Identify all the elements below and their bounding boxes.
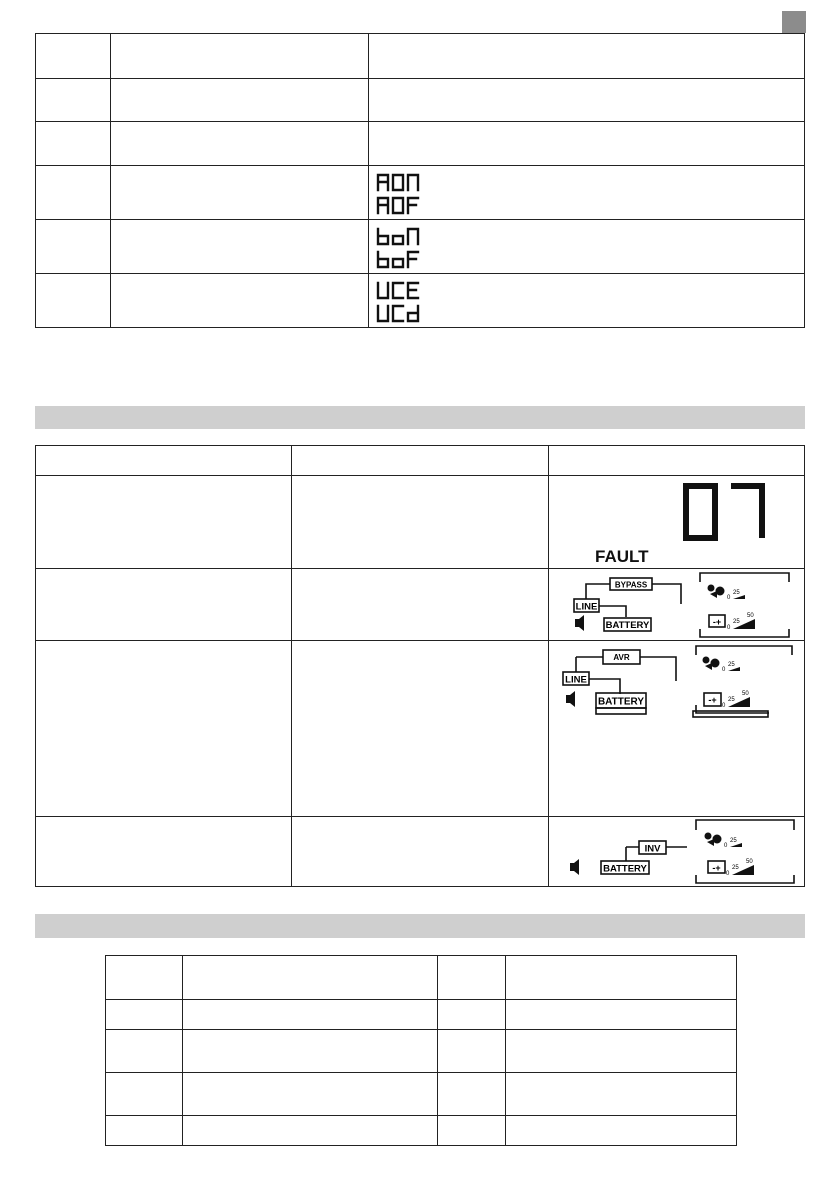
table-row (36, 79, 805, 122)
section-band (35, 406, 805, 429)
svg-text:0: 0 (722, 703, 726, 709)
lcd-code-cell (369, 220, 805, 274)
svg-text:-+: -+ (708, 695, 717, 705)
svg-text:LINE: LINE (575, 601, 598, 613)
section-band (35, 914, 805, 938)
svg-text:LINE: LINE (565, 674, 587, 686)
fault-code-digits (686, 486, 762, 538)
table-row (36, 34, 805, 79)
svg-text:25: 25 (732, 865, 739, 871)
load-icon (703, 657, 720, 671)
table-row (36, 817, 805, 887)
svg-text:0: 0 (727, 595, 731, 601)
battery-icon (708, 861, 725, 873)
lcd-bypass-cell (549, 569, 805, 641)
svg-text:0: 0 (726, 871, 730, 877)
page-corner-tab (782, 11, 806, 33)
svg-text:25: 25 (733, 619, 740, 625)
fault-mode-table (35, 445, 805, 887)
svg-text:BYPASS: BYPASS (614, 580, 648, 590)
svg-text:0: 0 (722, 667, 726, 673)
lcd-avr-display (549, 641, 804, 726)
lcd-code-uce-ucd (375, 278, 435, 324)
svg-text:50: 50 (742, 691, 749, 697)
svg-text:25: 25 (728, 697, 735, 703)
code-table (105, 955, 737, 1146)
table-row (36, 274, 805, 328)
svg-text:BATTERY: BATTERY (603, 863, 647, 875)
table-row (36, 220, 805, 274)
svg-text:BATTERY: BATTERY (605, 620, 650, 631)
svg-text:AVR: AVR (613, 653, 630, 662)
lcd-avr-cell (549, 641, 805, 817)
svg-text:50: 50 (746, 859, 753, 865)
lcd-inverter-cell (549, 817, 805, 887)
battery-icon (709, 615, 725, 627)
table-row (106, 1116, 737, 1146)
load-icon (708, 585, 725, 599)
lcd-fault-display (549, 476, 804, 568)
table-row (36, 569, 805, 641)
lcd-bypass-display (549, 569, 804, 640)
table-row (106, 1000, 737, 1030)
speaker-icon (575, 615, 584, 631)
fault-label: FAULT (595, 547, 649, 566)
table-header-row (106, 956, 737, 1000)
load-icon (705, 833, 722, 847)
table-row (36, 641, 805, 817)
svg-text:25: 25 (733, 590, 740, 596)
lcd-code-cell (369, 274, 805, 328)
svg-text:INV: INV (644, 843, 661, 855)
lcd-inverter-display (549, 817, 804, 886)
table-row (36, 122, 805, 166)
speaker-icon (570, 859, 579, 875)
svg-text:0: 0 (727, 625, 731, 631)
battery-icon (704, 693, 721, 706)
lcd-code-cell (369, 166, 805, 220)
svg-text:-+: -+ (712, 863, 721, 873)
svg-text:BATTERY: BATTERY (597, 696, 645, 708)
lcd-code-bon-bof (375, 224, 435, 270)
settings-table (35, 33, 805, 328)
svg-text:0: 0 (724, 843, 728, 849)
lcd-fault-cell (549, 476, 805, 569)
table-row (106, 1030, 737, 1073)
table-row (106, 1073, 737, 1116)
speaker-icon (566, 691, 575, 707)
svg-text:25: 25 (730, 838, 737, 844)
svg-text:-+: -+ (712, 617, 722, 627)
svg-text:25: 25 (728, 662, 735, 668)
lcd-code-aon-aof (375, 170, 435, 216)
table-header-row (36, 446, 805, 476)
table-row (36, 166, 805, 220)
table-row (36, 476, 805, 569)
svg-text:50: 50 (747, 613, 754, 619)
